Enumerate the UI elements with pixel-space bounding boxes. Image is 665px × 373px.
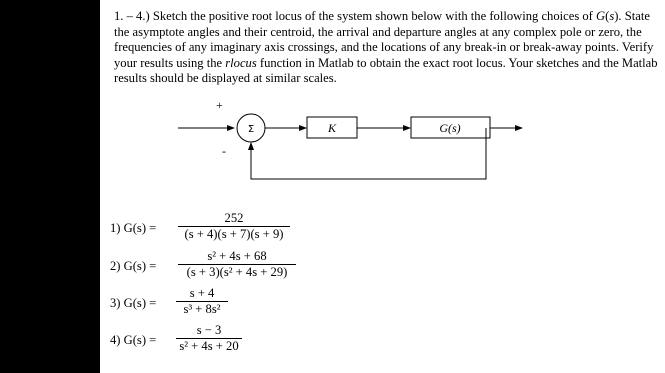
equation-4 bbox=[110, 323, 290, 359]
equation-2 bbox=[110, 249, 330, 285]
equation-1-label: 1) G(s) = bbox=[110, 221, 157, 235]
equation-4-denominator: s² + 4s + 20 bbox=[179, 339, 239, 353]
equation-1-denominator: (s + 4)(s + 7)(s + 9) bbox=[184, 227, 284, 241]
equation-3 bbox=[110, 286, 260, 322]
minus-sign: - bbox=[222, 144, 226, 158]
equation-3-numerator: s + 4 bbox=[189, 286, 215, 300]
equation-3-label: 3) G(s) = bbox=[110, 296, 157, 310]
plant-label: G(s) bbox=[439, 121, 461, 135]
equation-2-label: 2) G(s) = bbox=[110, 259, 157, 273]
equation-2-denominator: (s + 3)(s² + 4s + 29) bbox=[186, 265, 288, 279]
equation-4-fraction bbox=[176, 323, 242, 354]
equation-1 bbox=[110, 211, 310, 247]
problem-statement: 1. – 4.) Sketch the positive root locus of the system shown below with the following choices of G(s). State the asymptote angles and their centroid, the arrival and departure angles at any complex pole or zero, the frequencies of any imaginary axis crossings, and the locations of any break-in or break-away points. Verify your results using the rlocus function in Matlab to obtain the exact root locus. Your sketches and the Matlab results should be displayed at similar scales. bbox=[114, 9, 658, 86]
equation-4-numerator: s − 3 bbox=[196, 323, 222, 337]
gain-label: K bbox=[327, 121, 337, 135]
problem-number: 1. – 4.) bbox=[114, 9, 150, 23]
rlocus-function-name: rlocus bbox=[225, 55, 257, 70]
equation-1-fraction bbox=[178, 211, 290, 242]
equation-4-label: 4) G(s) = bbox=[110, 333, 157, 347]
equation-2-numerator: s² + 4s + 68 bbox=[207, 249, 267, 263]
plus-sign: + bbox=[216, 98, 223, 112]
equation-3-fraction bbox=[176, 286, 228, 317]
summer-symbol: Σ bbox=[247, 124, 255, 135]
equation-1-numerator: 252 bbox=[224, 211, 244, 225]
equation-3-denominator: s³ + 8s² bbox=[183, 302, 221, 316]
document-page bbox=[100, 0, 665, 373]
equation-2-fraction bbox=[178, 249, 296, 280]
